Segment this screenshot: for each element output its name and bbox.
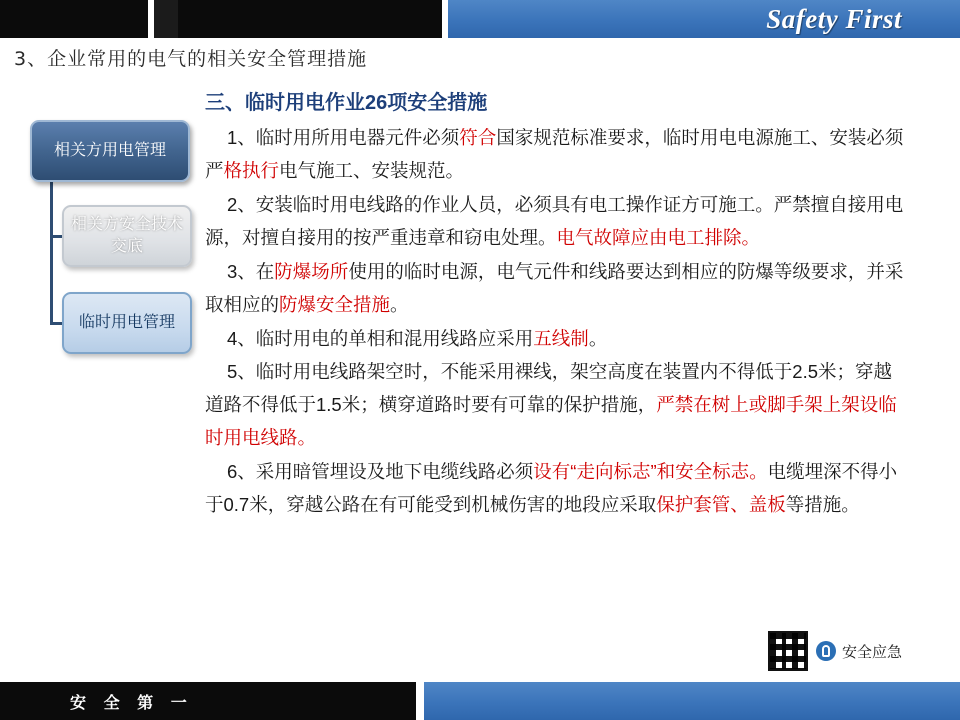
paragraph-4: [205, 323, 905, 356]
footer-text: 安 全 第 一: [70, 693, 193, 712]
bottom-bar-divider: [416, 682, 424, 720]
text-run: 3、在: [227, 260, 275, 282]
text-run: 电气施工、安装规范。: [279, 159, 465, 181]
text-run: 。: [588, 327, 608, 349]
flow-chart: [22, 120, 202, 380]
text-run: 1、临时用所用电器元件必须: [227, 127, 460, 148]
content-title: 三、临时用电作业26项安全措施: [205, 92, 488, 114]
text-run: 设有“走向标志”和安全标志。: [533, 461, 768, 483]
text-run: 6、采用暗管埋设及地下电缆线路必须: [227, 461, 534, 483]
top-bar-segment-dark: [154, 0, 178, 38]
text-run: 严禁在树上或脚手架上架设临时用电线路。: [205, 394, 897, 449]
flow-node-related-party-power-management[interactable]: 相关方用电管理: [30, 120, 190, 182]
text-run: 五线制: [533, 327, 589, 349]
text-run: 等措施。: [785, 494, 860, 516]
text-run: 电气故障应由电工排除。: [556, 226, 761, 248]
bottom-bar: [0, 682, 960, 720]
header-title: Safety First: [766, 4, 902, 34]
flow-connector-vertical: [50, 182, 53, 324]
text-run: 防爆安全措施: [279, 293, 391, 315]
top-bar: [0, 0, 960, 38]
shield-icon: [816, 641, 836, 661]
paragraph-5: [205, 356, 905, 455]
text-run: 国家规范标准要求，临时用电电源施工、安装必须严: [205, 127, 904, 181]
text-run: 。: [390, 293, 409, 315]
paragraph-1: [205, 122, 905, 188]
text-run: 4、临时用电的单相和混用线路应采用: [227, 327, 534, 349]
bottom-bar-blue-panel: [424, 682, 960, 720]
qr-code-icon: [768, 631, 808, 671]
text-run: 防爆场所: [274, 260, 349, 282]
flow-node-safety-technical-briefing[interactable]: 相关方安全技术交底: [62, 205, 192, 267]
content-body: [205, 122, 905, 523]
qr-badge-label-wrap: [816, 641, 902, 662]
text-run: 5、临时用电线路架空时，不能采用裸线，架空高度在装置内不得低于2.5米；穿越道路不得低于1.5米；横穿道路时要有可靠的保护措施，: [205, 361, 893, 416]
text-run: 保护套管、盖板: [656, 494, 786, 516]
paragraph-3: [205, 256, 905, 322]
wechat-qr-badge[interactable]: [768, 628, 946, 674]
flow-node-temporary-power-management[interactable]: 临时用电管理: [62, 292, 192, 354]
paragraph-2: [205, 189, 905, 255]
text-run: 符合: [459, 127, 497, 148]
text-run: 2、安装临时用电线路的作业人员，必须具有电工操作证方可施工。严禁擅自接用电源，对擅自接用的按严重违章和窃电处理。: [205, 193, 904, 248]
section-heading: 3、企业常用的电气的相关安全管理措施: [14, 48, 368, 70]
text-run: 格执行: [223, 159, 280, 181]
qr-badge-label: 安全应急: [842, 643, 903, 661]
text-run: 电缆埋深不得小于0.7米，穿越公路在有可能受到机械伤害的地段应采取: [205, 461, 898, 516]
text-run: 使用的临时电源，电气元件和线路要达到相应的防爆等级要求，并采取相应的: [205, 260, 904, 315]
paragraph-6: [205, 456, 905, 522]
